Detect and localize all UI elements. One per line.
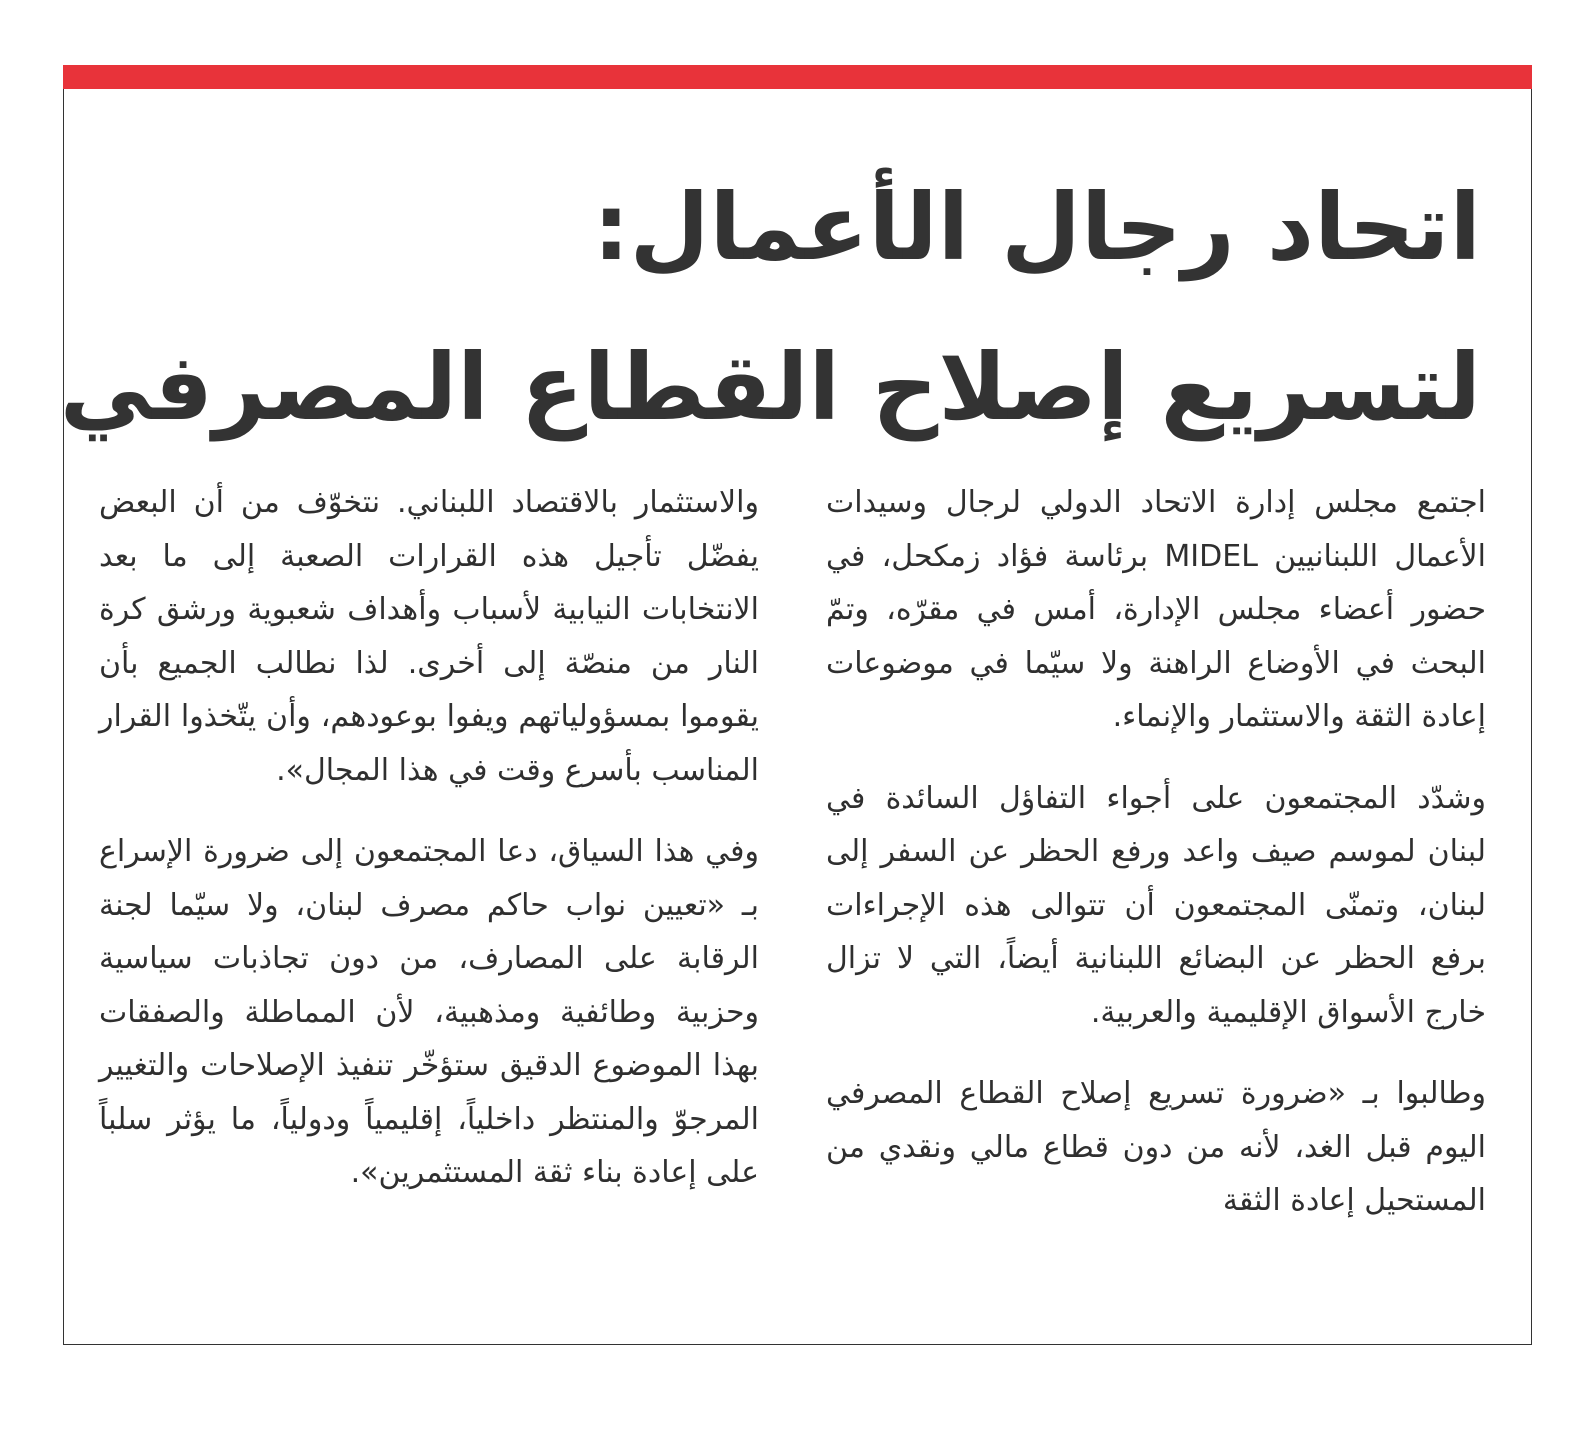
article-column-left xyxy=(99,476,759,1228)
paragraph: والاستثمار بالاقتصاد اللبناني. نتخوّف من أن البعض يفضّل تأجيل هذه القرارات الصعبة إلى ما بعد الانتخابات النيابية لأسباب وأهداف شعبوية ورشق كرة النار من منصّة إلى أخرى. لذا نطالب الجميع بأن يقوموا بمسؤولياتهم ويفوا بوعودهم، وأن يتّخذوا القرار المناسب بأسرع وقت في هذا المجال». xyxy=(99,485,759,788)
paragraph: وشدّد المجتمعون على أجواء التفاؤل السائدة في لبنان لموسم صيف واعد ورفع الحظر عن السفر إلى لبنان، وتمنّى المجتمعون أن تتوالى هذه الإجراءات برفع الحظر عن البضائع اللبنانية أيضاً، التي لا تزال خارج الأسواق الإقليمية والعربية. xyxy=(826,780,1486,1030)
headline-line-1: اتحاد رجال الأعمال: xyxy=(592,174,1481,281)
accent-bar xyxy=(63,65,1532,89)
article-column-right xyxy=(826,476,1486,1256)
news-article xyxy=(59,65,1532,1345)
paragraph: اجتمع مجلس إدارة الاتحاد الدولي لرجال وسيدات الأعمال اللبنانيين MIDEL برئاسة فؤاد زمكحل، في حضور أعضاء مجلس الإدارة، أمس في مقرّه، وتمّ البحث في الأوضاع الراهنة ولا سيّما في موضوعات إعادة الثقة والاستثمار والإنماء. xyxy=(826,485,1486,734)
paragraph: وفي هذا السياق، دعا المجتمعون إلى ضرورة الإسراع بـ «تعيين نواب حاكم مصرف لبنان، ولا سيّما لجنة الرقابة على المصارف، من دون تجاذبات سياسية وحزبية وطائفية ومذهبية، لأن المماطلة والصفقات بهذا الموضوع الدقيق ستؤخّر تنفيذ الإصلاحات والتغيير المرجوّ والمنتظر داخلياً، إقليمياً ودولياً، ما يؤثر سلباً على إعادة بناء ثقة المستثمرين». xyxy=(99,834,759,1190)
headline xyxy=(59,148,1481,468)
paragraph: وطالبوا بـ «ضرورة تسريع إصلاح القطاع المصرفي اليوم قبل الغد، لأنه من دون قطاع مالي ونقدي من المستحيل إعادة الثقة xyxy=(826,1076,1486,1218)
headline-line-2: لتسريع إصلاح القطاع المصرفي xyxy=(59,334,1481,441)
